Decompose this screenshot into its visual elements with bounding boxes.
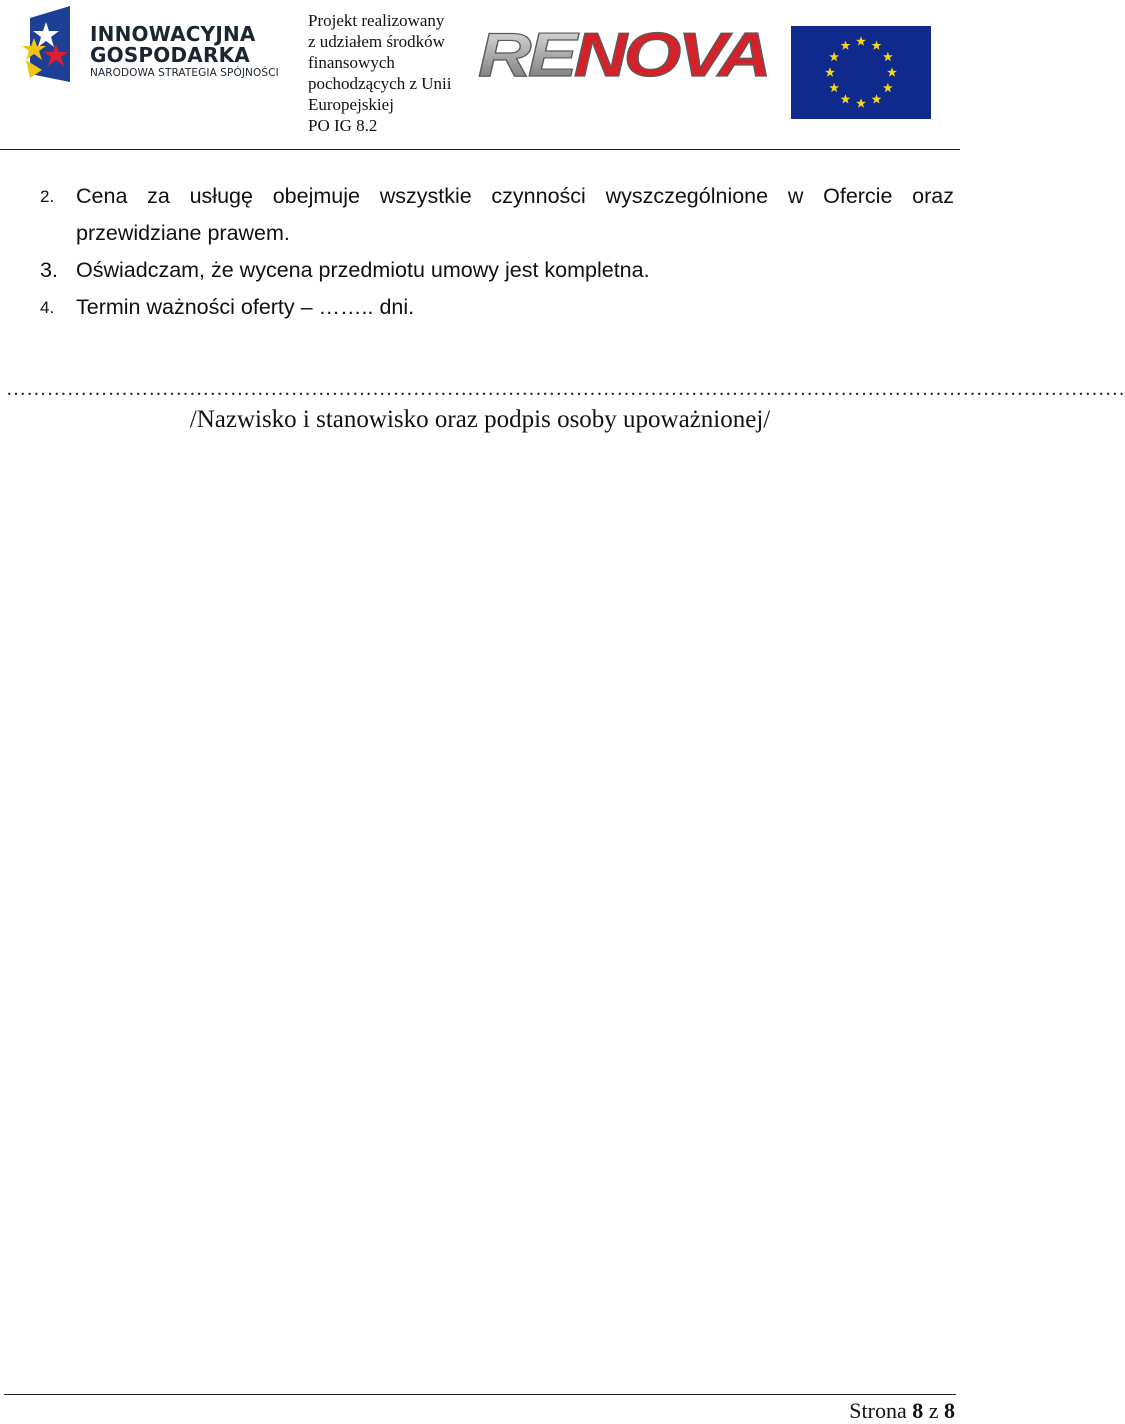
project-note-line: z udziałem środków bbox=[308, 32, 445, 51]
page-current: 8 bbox=[912, 1398, 924, 1423]
signature-line: ………………………………………………………………………………………………………………………………………………… bbox=[6, 378, 1125, 400]
page-separator: z bbox=[928, 1398, 939, 1423]
page-total: 8 bbox=[944, 1398, 955, 1423]
stars-emblem-icon bbox=[22, 4, 76, 88]
list-item-number: 2. bbox=[40, 187, 55, 206]
list-item bbox=[40, 178, 954, 252]
project-note-line: finansowych bbox=[308, 53, 395, 72]
project-funding-note bbox=[308, 10, 478, 136]
page-header bbox=[0, 0, 960, 150]
project-note-line: pochodzących z Unii bbox=[308, 74, 452, 93]
list-item-number: 4. bbox=[40, 298, 55, 317]
list-item bbox=[40, 289, 954, 326]
project-note-line: PO IG 8.2 bbox=[308, 116, 378, 135]
project-note-line: Europejskiej bbox=[308, 95, 394, 114]
page-prefix: Strona bbox=[849, 1398, 907, 1423]
list-item-number: 3. bbox=[40, 258, 58, 282]
program-name bbox=[90, 24, 279, 81]
header-divider bbox=[0, 149, 960, 150]
page-number bbox=[849, 1398, 955, 1424]
signature-caption: /Nazwisko i stanowisko oraz podpis osoby upoważnionej/ bbox=[189, 406, 771, 433]
footer-divider bbox=[4, 1394, 956, 1395]
program-name-line-3: NARODOWA STRATEGIA SPÓJNOŚCI bbox=[90, 67, 279, 79]
list-item bbox=[40, 252, 954, 289]
list-item-text: Oświadczam, że wycena przedmiotu umowy jest kompletna. bbox=[76, 258, 650, 282]
list-item-text: Cena za usługę obejmuje wszystkie czynności wyszczególnione w Ofercie oraz przewidziane prawem. bbox=[76, 184, 954, 245]
project-note-line: Projekt realizowany bbox=[308, 11, 445, 30]
innowacyjna-gospodarka-logo bbox=[22, 4, 282, 88]
renova-logo bbox=[476, 21, 772, 90]
program-name-line-2: GOSPODARKA bbox=[90, 43, 250, 67]
list-item-text: Termin ważności oferty – …….. dni. bbox=[76, 295, 415, 319]
svg-text:RENOVA: RE NOVA bbox=[478, 21, 737, 90]
program-name-line-1: INNOWACYJNA bbox=[90, 22, 256, 46]
eu-flag-icon bbox=[791, 26, 931, 119]
